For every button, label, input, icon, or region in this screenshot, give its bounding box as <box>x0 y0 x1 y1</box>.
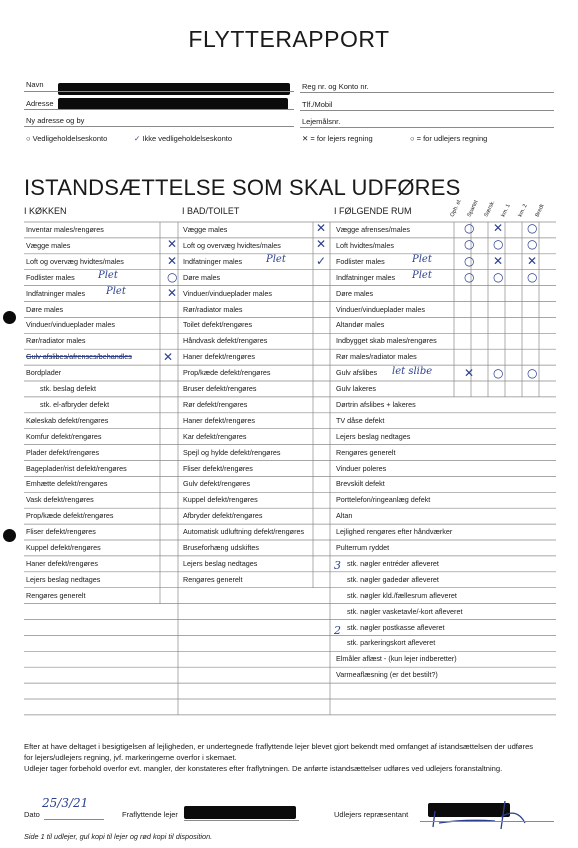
circle-mark: ○ <box>527 366 538 380</box>
bad-item: Vinduer/vindueplader males <box>183 288 272 298</box>
kokken-item: Døre males <box>26 304 64 314</box>
cross-mark: ✕ <box>163 350 174 364</box>
handwriting-plet: Plet <box>106 286 126 297</box>
bad-item: Kar defekt/rengøres <box>183 431 247 441</box>
legend-lejer: ✕ = for lejers regning <box>302 134 373 143</box>
cross-mark: ✕ <box>167 286 178 300</box>
bad-item: Rør defekt/rengøres <box>183 399 248 409</box>
rum-item: Rengøres generelt <box>336 447 396 457</box>
label-reg-konto: Reg nr. og Konto nr. <box>302 82 369 91</box>
bad-item: Håndvask defekt/rengøres <box>183 336 268 346</box>
bad-item: Haner defekt/rengøres <box>183 352 255 362</box>
rum-item: stk. nøgler postkasse afleveret <box>347 622 445 632</box>
kokken-item: Gulv afslibes/afrenses/behandles <box>26 352 132 362</box>
circle-mark: ○ <box>167 270 178 284</box>
label-navn: Navn <box>26 80 44 89</box>
bad-item: Bruseforhæng udskiftes <box>183 543 259 552</box>
bad-item: Vægge males <box>183 225 228 234</box>
kokken-item: Inventar males/rengøres <box>26 225 104 234</box>
rum-item: Brevskilt defekt <box>336 479 385 489</box>
cross-icon: ✕ <box>302 134 311 143</box>
bad-item: Gulv defekt/rengøres <box>183 479 251 489</box>
page-title: FLYTTERAPPORT <box>188 26 390 52</box>
kokken-item: Prop/kæde defekt/rengøres <box>26 511 114 521</box>
cross-mark: ✕ <box>167 254 178 268</box>
footer-note: Side 1 til udlejer, gul kopi til lejer og rød kopi til disposition. <box>24 832 213 841</box>
label-tlf: Tlf./Mobil <box>302 100 333 109</box>
radio-empty-icon: ○ <box>26 134 33 143</box>
rum-item: Rør males/radiator males <box>336 352 417 362</box>
bad-item: Lejers beslag nedtages <box>183 558 258 568</box>
handwriting-plet: Plet <box>412 254 432 265</box>
kokken-item: stk. beslag defekt <box>40 384 96 393</box>
label-udlejer: Udlejers repræsentant <box>334 810 409 819</box>
rum-sub-4: km. 2 <box>517 203 529 218</box>
rum-item: Lejlighed rengøres efter håndværker <box>336 527 453 537</box>
check-mark: ✓ <box>316 254 327 268</box>
bad-item: Døre males <box>183 272 221 282</box>
bad-item: Fliser defekt/rengøres <box>183 463 253 473</box>
kokken-item: Køleskab defekt/rengøres <box>26 415 109 425</box>
kokken-item: Indfatninger males <box>26 288 86 298</box>
bad-item: Bruser defekt/rengøres <box>183 384 257 393</box>
column-kokken: I KØKKEN <box>24 206 67 216</box>
cross-mark: ✕ <box>493 254 504 268</box>
bad-item: Rengøres generelt <box>183 574 243 584</box>
kokken-item: Fodlister males <box>26 272 75 282</box>
rum-sub-1: Spartet <box>466 199 480 218</box>
kokken-item: Komfur defekt/rengøres <box>26 431 102 441</box>
circle-icon: ○ <box>410 134 417 143</box>
column-bad: I BAD/TOILET <box>182 206 240 216</box>
rum-item: Porttelefon/ringeanlæg defekt <box>336 495 431 505</box>
rum-item: Gulv lakeres <box>336 384 376 393</box>
cross-mark: ✕ <box>493 221 504 235</box>
kokken-item: Bageplader/rist defekt/rengøres <box>26 463 127 473</box>
cross-mark: ✕ <box>167 237 178 251</box>
rum-sub-3: km. 1 <box>500 203 512 218</box>
rum-item: Altan <box>336 511 353 521</box>
rum-item: stk. parkeringskort afleveret <box>347 638 436 648</box>
label-dato: Dato <box>24 810 40 819</box>
rum-item: Altandør males <box>336 320 385 330</box>
column-rum: I FØLGENDE RUM <box>334 206 412 216</box>
rum-item: Vinduer poleres <box>336 463 387 473</box>
rum-item: Indfatninger males <box>336 272 396 282</box>
label-ny-adresse: Ny adresse og by <box>26 116 85 125</box>
kokken-item: Haner defekt/rengøres <box>26 558 98 568</box>
section-title: ISTANDSÆTTELSE SOM SKAL UDFØRES <box>24 175 461 200</box>
rum-item: stk. nøgler vasketavle/-kort afleveret <box>347 606 463 616</box>
label-adresse: Adresse <box>26 99 54 108</box>
rum-sub-5: Bredt <box>534 203 546 218</box>
kokken-item: stk. el-afbryder defekt <box>40 399 110 409</box>
rum-sub-2: Særsk. <box>483 199 497 218</box>
checked-radio-icon: ✓ <box>134 134 141 143</box>
bad-item: Loft og overvæg hvidtes/males <box>183 240 281 250</box>
kokken-item: Emhætte defekt/rengøres <box>26 479 108 489</box>
rum-item: Døre males <box>336 288 374 298</box>
handwriting-plet: Plet <box>412 270 432 281</box>
option-ikke-vedligeholdelseskonto[interactable]: ✓ Ikke vedligeholdelseskonto <box>134 134 233 143</box>
footer-paragraph-2: Udlejer tager forbehold overfor evt. mangler, der konstateres efter fraflytningen. De anførte istandsættelser udføres ved udlejers foranstaltning. <box>24 764 503 773</box>
signature-scribble <box>425 797 535 833</box>
legend-udlejer: ○ = for udlejers regning <box>410 134 488 143</box>
kokken-item: Kuppel defekt/rengøres <box>26 543 101 552</box>
rum-item: Varmeaflæsning (er det bestilt?) <box>336 670 438 680</box>
circle-mark: ○ <box>464 270 475 284</box>
circle-mark: ○ <box>493 366 504 380</box>
circle-mark: ○ <box>527 237 538 251</box>
kokken-item: Vinduer/vindueplader males <box>26 320 115 330</box>
bad-item: Rør/radiator males <box>183 304 243 314</box>
kokken-item: Bordplader <box>26 368 62 378</box>
rum-item: Gulv afslibes <box>336 368 378 378</box>
handwriting-plet: Plet <box>98 270 118 281</box>
kokken-item: Rør/radiator males <box>26 336 86 346</box>
rum-item: Vinduer/vindueplader males <box>336 304 425 314</box>
rum-item: stk. nøgler gadedør afleveret <box>347 574 439 584</box>
rum-item: Indbygget skab males/rengøres <box>336 336 437 346</box>
bad-item: Kuppel defekt/rengøres <box>183 495 258 505</box>
rum-item: stk. nøgler kld./fællesrum afleveret <box>347 590 457 600</box>
bad-item: Automatisk udluftning defekt/rengøres <box>183 527 305 537</box>
punch-hole <box>3 529 16 542</box>
bad-item: Spejl og hylde defekt/rengøres <box>183 447 281 457</box>
cross-mark: ✕ <box>316 237 327 251</box>
footer-paragraph-1: Efter at have deltaget i besigtigelsen af lejligheden, er undertegnede fraflyttende lejer blevet gjort bekendt med omfanget af istandsættelsen der udføres for lejers/udlejers regning, jvf. markeringerne overfor i skemaet. <box>24 742 534 762</box>
label-lejemaal: Lejemålsnr. <box>302 117 341 126</box>
rum-item: Loft hvidtes/males <box>336 240 394 250</box>
rum-item: Fodlister males <box>336 256 385 266</box>
handwriting-date: 25/3/21 <box>42 796 89 810</box>
handwriting-let-slibe: let slibe <box>392 366 433 377</box>
label-fraflyttende: Fraflyttende lejer <box>122 810 178 819</box>
bad-item: Indfatninger males <box>183 256 243 266</box>
rum-item: stk. nøgler entréder afleveret <box>347 558 439 568</box>
kokken-item: Fliser defekt/rengøres <box>26 527 96 537</box>
rum-item: Pulterrum ryddet <box>336 543 390 552</box>
handwriting-keys-entre: 3 <box>334 559 341 572</box>
rum-item: Elmåler aflæst - (kun lejer indberetter) <box>336 654 457 664</box>
bad-item: Haner defekt/rengøres <box>183 415 255 425</box>
handwriting-plet: Plet <box>266 254 286 265</box>
rum-item: TV dåse defekt <box>336 415 385 425</box>
rum-sub-0: Oph. el. <box>449 198 464 218</box>
kokken-item: Lejers beslag nedtages <box>26 574 101 584</box>
circle-mark: ○ <box>464 254 475 268</box>
cross-mark: ✕ <box>316 221 327 235</box>
rum-item: Dørtrin afslibes + lakeres <box>336 399 416 409</box>
circle-mark: ○ <box>493 237 504 251</box>
kokken-item: Rengøres generelt <box>26 590 86 600</box>
option-vedligeholdelseskonto[interactable]: ○ Vedligeholdelseskonto <box>26 134 108 143</box>
circle-mark: ○ <box>527 270 538 284</box>
redacted-tenant-signature <box>184 806 296 819</box>
kokken-item: Plader defekt/rengøres <box>26 447 100 457</box>
circle-mark: ○ <box>464 221 475 235</box>
circle-mark: ○ <box>464 237 475 251</box>
kokken-item: Vask defekt/rengøres <box>26 495 94 505</box>
kokken-item: Vægge males <box>26 240 71 250</box>
kokken-item: Loft og overvæg hvidtes/males <box>26 256 124 266</box>
handwriting-keys-post: 2 <box>334 624 341 637</box>
rum-item: Lejers beslag nedtages <box>336 431 411 441</box>
bad-item: Afbryder defekt/rengøres <box>183 511 263 521</box>
rum-item: Vægge afrenses/males <box>336 225 410 234</box>
punch-hole <box>3 311 16 324</box>
cross-mark: ✕ <box>464 366 475 380</box>
cross-mark: ✕ <box>527 254 538 268</box>
circle-mark: ○ <box>493 270 504 284</box>
circle-mark: ○ <box>527 221 538 235</box>
bad-item: Toilet defekt/rengøres <box>183 320 253 330</box>
bad-item: Prop/kæde defekt/rengøres <box>183 368 271 378</box>
